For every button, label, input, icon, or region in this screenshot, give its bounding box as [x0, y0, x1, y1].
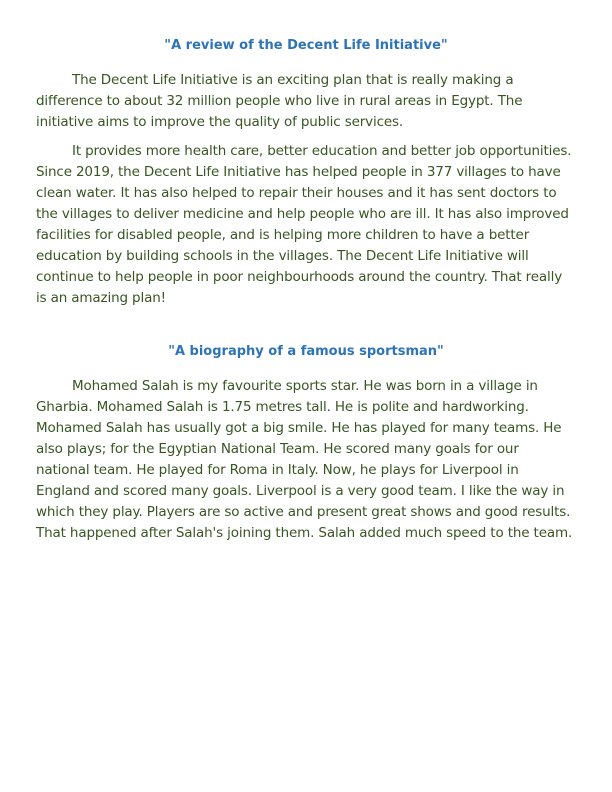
- section-spacer: [36, 317, 576, 343]
- review-paragraph-2: It provides more health care, better education and better job opportunities. Since 2019, the Decent Life Initiative has helped people in 377 villages to have clean water. It has also helped to repair their houses and it has sent doctors to the villages to deliver medicine and help people who are ill. It has also improved facilities for disabled people, and is helping more children to have a better education by building schools in the villages. The Decent Life Initiative will continue to help people in poor neighbourhoods around the country. That really is an amazing plan!: [36, 143, 572, 306]
- review-paragraph-1: The Decent Life Initiative is an exciting plan that is really making a difference to about 32 million people who live in rural areas in Egypt. The initiative aims to improve the quality of public services.: [36, 72, 523, 130]
- review-heading: "A review of the Decent Life Initiative": [164, 38, 448, 53]
- biography-paragraph: Mohamed Salah is my favourite sports star. He was born in a village in Gharbia. Mohamed Salah is 1.75 metres tall. He is polite and hardworking. Mohamed Salah has usually got a big smile. He has played for many teams. He also plays; for the Egyptian National Team. He scored many goals for our national team. He played for Roma in Italy. Now, he plays for Liverpool in England and scored many goals. Liverpool is a very good team. I like the way in which they play. Players are so active and present great shows and good results. That happened after Salah's joining them. Salah added much speed to the team.: [36, 378, 573, 541]
- biography-heading: "A biography of a famous sportsman": [168, 344, 444, 359]
